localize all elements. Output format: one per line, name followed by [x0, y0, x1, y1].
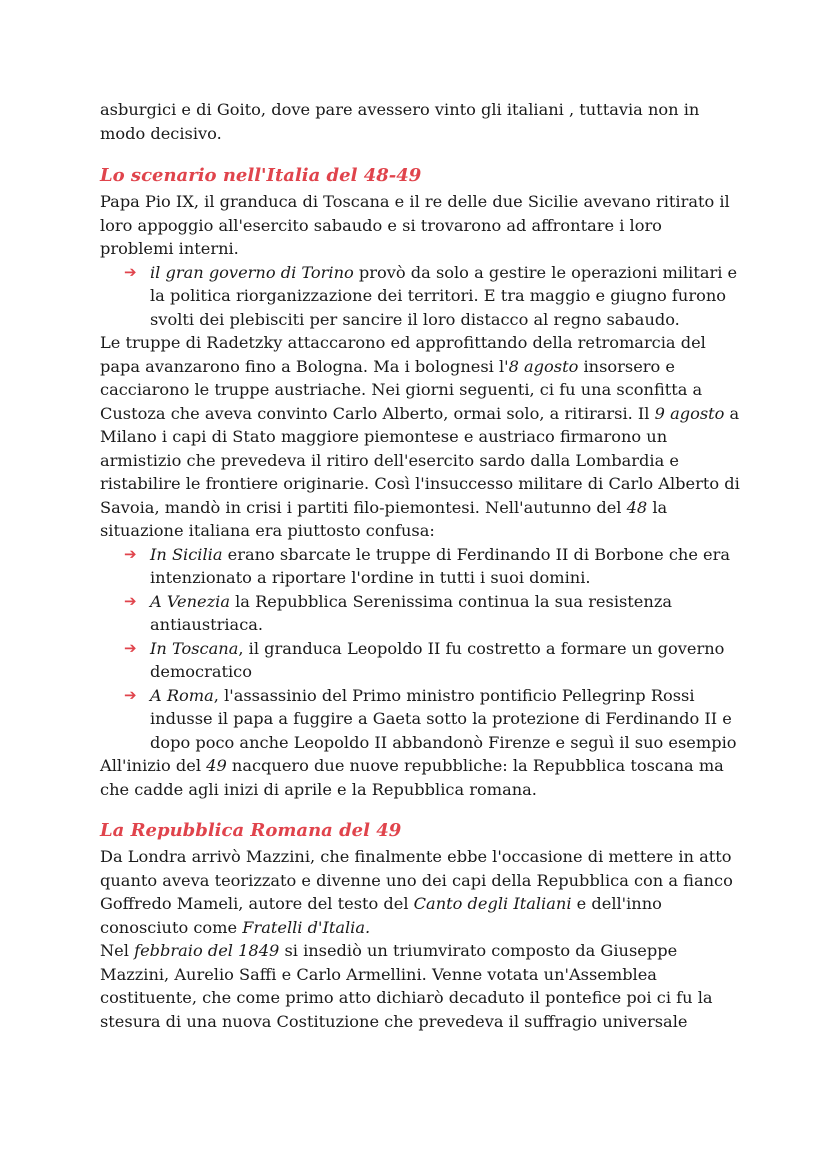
- text-run: e dell'inno conosciuto come: [100, 894, 662, 937]
- list-item: [124, 637, 740, 684]
- list-item: [124, 590, 740, 637]
- text-run: insorsero e cacciarono le truppe austriache. Nei giorni seguenti, ci fu una sconfitta a Custoza che aveva convinto Carlo Alberto, ormai solo, a ritirarsi. Il: [100, 356, 703, 423]
- bullet-list: [100, 261, 740, 332]
- document-body: [100, 98, 740, 1033]
- text-run: Da Londra arrivò Mazzini, che finalmente ebbe l'occasione di mettere in atto quanto aveva teorizzato e divenne uno dei capi della Repubblica con a fianco Goffredo Mameli, autore del testo del: [100, 847, 733, 913]
- italic-text: 48: [626, 497, 648, 517]
- section-heading-scenario: Lo scenario nell'Italia del 48-49: [100, 165, 422, 186]
- italic-text: Fratelli d'Italia.: [242, 917, 371, 937]
- italic-text: 9 agosto: [654, 403, 725, 423]
- arrow-right-icon: ➔: [124, 544, 137, 563]
- text-run: la situazione italiana era piuttosto confusa:: [100, 497, 668, 540]
- italic-text: Canto degli Italiani: [413, 894, 572, 913]
- text-run: a Milano i capi di Stato maggiore piemontese e austriaco firmarono un armistizio che prevedeva il ritiro dell'esercito sardo dalla Lombardia e ristabilire le frontiere originarie. Così l'insuccesso militare di Carlo Alberto di Savoia, mandò in crisi i partiti filo-piemontesi. Nell'autunno del: [100, 403, 740, 517]
- intro-paragraph: asburgici e di Goito, dove pare avessero vinto gli italiani , tuttavia non in modo decisivo.: [100, 100, 700, 143]
- italic-text: il gran governo di Torino: [150, 262, 354, 282]
- italic-text: In Toscana: [150, 638, 239, 658]
- italic-text: A Roma: [150, 685, 214, 705]
- paragraph: [100, 939, 740, 1033]
- italic-text: febbraio del 1849: [134, 941, 280, 960]
- paragraph: [100, 845, 740, 939]
- list-item-text: provò da solo a gestire le operazioni militari e la politica riorganizzazione dei territori. E tra maggio e giugno furono svolti dei plebisciti per sancire il loro distacco al regno sabaudo.: [150, 262, 738, 329]
- text-run: All'inizio del: [100, 756, 207, 775]
- text-run: Nel: [100, 941, 135, 960]
- italic-text: 8 agosto: [508, 356, 579, 376]
- text-run: Le truppe di Radetzky attaccarono ed approfittando della retromarcia del papa avanzarono fino a Bologna. Ma i bolognesi l': [100, 333, 706, 376]
- arrow-right-icon: ➔: [124, 638, 137, 657]
- italic-text: In Sicilia: [150, 544, 223, 564]
- italic-text: 49: [206, 756, 227, 775]
- list-item-text: , il granduca Leopoldo II fu costretto a formare un governo democratico: [150, 638, 725, 681]
- text-run: si insediò un triumvirato composto da Giuseppe Mazzini, Aurelio Saffi e Carlo Armellini. Venne votata un'Assemblea costituente, che come primo atto dichiarò decaduto il pontefice poi ci fu la stesura di una nuova Costituzione che prevedeva il suffragio universale: [100, 941, 713, 1031]
- italic-text: A Venezia: [150, 591, 230, 611]
- paragraph: Papa Pio IX, il granduca di Toscana e il re delle due Sicilie avevano ritirato il loro appoggio all'esercito sabaudo e si trovarono ad affrontare i loro problemi interni.: [100, 192, 730, 258]
- bullet-list: [100, 543, 740, 755]
- paragraph: [100, 331, 740, 543]
- list-item-text: la Repubblica Serenissima continua la sua resistenza antiaustriaca.: [150, 591, 672, 634]
- text-run: nacquero due nuove repubbliche: la Repubblica toscana ma che cadde agli inizi di aprile e la Repubblica romana.: [100, 756, 724, 799]
- list-item-text: , l'assassinio del Primo ministro pontificio Pellegrinp Rossi indusse il papa a fuggire a Gaeta sotto la protezione di Ferdinando II e dopo poco anche Leopoldo II abbandonò Firenze e seguì il suo esempio: [150, 685, 737, 752]
- arrow-right-icon: ➔: [124, 262, 137, 281]
- list-item-text: erano sbarcate le truppe di Ferdinando II di Borbone che era intenzionato a riportare l'ordine in tutti i suoi domini.: [150, 544, 731, 587]
- arrow-right-icon: ➔: [124, 685, 137, 704]
- list-item: [124, 684, 740, 755]
- list-item: [124, 261, 740, 332]
- list-item: [124, 543, 740, 590]
- arrow-right-icon: ➔: [124, 591, 137, 610]
- section-heading-repubblica-romana: La Repubblica Romana del 49: [100, 820, 402, 841]
- paragraph: [100, 754, 740, 801]
